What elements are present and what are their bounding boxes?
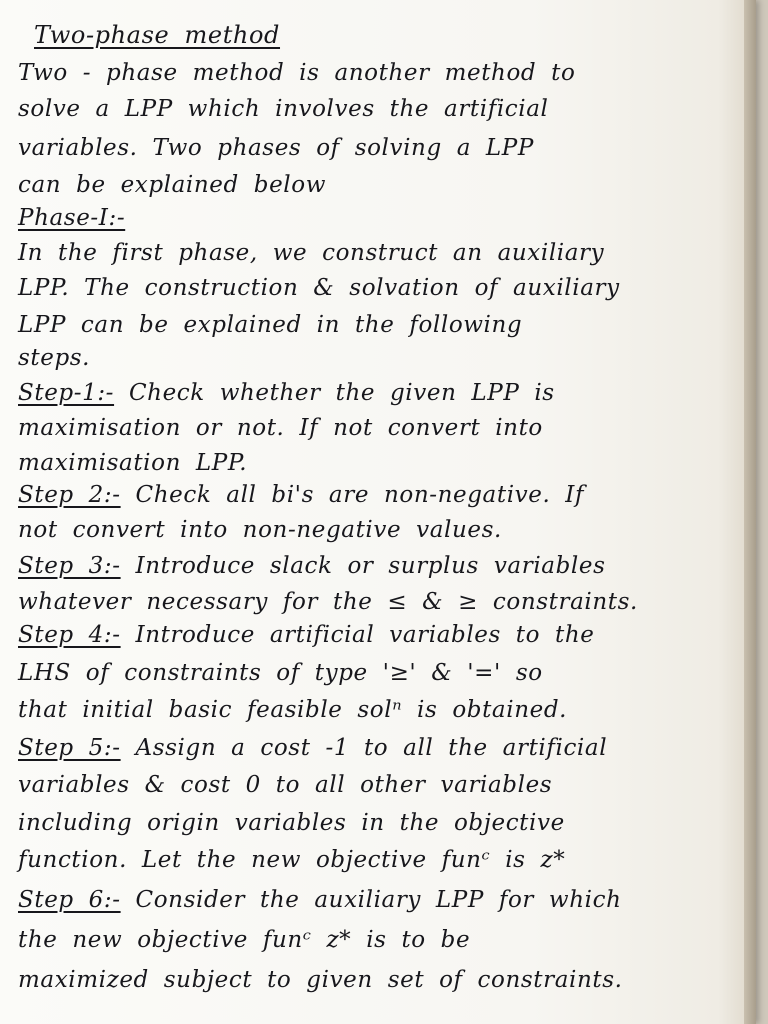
step-heading: Step 6:- bbox=[18, 887, 121, 913]
step-heading: Phase-I:- bbox=[18, 205, 126, 231]
note-line bbox=[18, 133, 734, 163]
line-text: variables. Two phases of solving a LPP bbox=[18, 135, 534, 161]
note-line bbox=[18, 273, 734, 303]
step-heading: Step 2:- bbox=[18, 482, 121, 508]
step-heading: Step 3:- bbox=[18, 553, 121, 579]
note-line bbox=[18, 587, 734, 617]
line-text: In the first phase, we construct an auxiliary bbox=[18, 240, 605, 266]
line-text: LPP can be explained in the following bbox=[18, 312, 523, 338]
line-text: Consider the auxiliary LPP for which bbox=[120, 887, 622, 913]
note-line bbox=[18, 94, 734, 124]
line-text: Introduce slack or surplus variables bbox=[120, 553, 606, 579]
line-text: whatever necessary for the ≤ & ≥ constraints. bbox=[18, 589, 638, 615]
line-text: Two - phase method is another method to bbox=[18, 60, 576, 86]
line-text: variables & cost 0 to all other variables bbox=[18, 772, 553, 798]
note-line bbox=[18, 58, 734, 88]
line-text: Check all bi's are non-negative. If bbox=[120, 482, 585, 508]
note-line bbox=[18, 343, 734, 373]
note-line bbox=[18, 413, 734, 443]
line-text: maximisation LPP. bbox=[18, 450, 248, 476]
note-line bbox=[18, 808, 734, 838]
line-text: Check whether the given LPP is bbox=[114, 380, 555, 406]
note-line bbox=[18, 885, 734, 915]
note-line bbox=[18, 310, 734, 340]
note-line bbox=[18, 965, 734, 995]
note-line bbox=[18, 448, 734, 478]
note-line bbox=[18, 620, 734, 650]
page-title: Two-phase method bbox=[34, 21, 281, 49]
note-line bbox=[18, 480, 734, 510]
note-line bbox=[18, 770, 734, 800]
note-line bbox=[18, 845, 734, 875]
line-text: LPP. The construction & solvation of auxiliary bbox=[18, 275, 620, 301]
note-line bbox=[18, 551, 734, 581]
line-text: maximisation or not. If not convert into bbox=[18, 415, 543, 441]
line-text: the new objective funᶜ z* is to be bbox=[18, 927, 471, 953]
note-line bbox=[18, 733, 734, 763]
page-edge bbox=[744, 0, 756, 1024]
note-line bbox=[18, 695, 734, 725]
note-line bbox=[18, 378, 734, 408]
note-line bbox=[18, 203, 734, 233]
line-text: that initial basic feasible solⁿ is obtained. bbox=[18, 697, 568, 723]
note-line bbox=[18, 925, 734, 955]
note-line bbox=[18, 515, 734, 545]
line-text: maximized subject to given set of constraints. bbox=[18, 967, 623, 993]
line-text: can be explained below bbox=[18, 172, 326, 198]
line-text: solve a LPP which involves the artificial bbox=[18, 96, 549, 122]
step-heading: Step-1:- bbox=[18, 380, 115, 406]
line-text: steps. bbox=[18, 345, 91, 371]
line-text: not convert into non-negative values. bbox=[18, 517, 502, 543]
note-line bbox=[18, 658, 734, 688]
line-text: Assign a cost -1 to all the artificial bbox=[120, 735, 608, 761]
note-line bbox=[18, 170, 734, 200]
note-line bbox=[18, 238, 734, 268]
step-heading: Step 5:- bbox=[18, 735, 121, 761]
step-heading: Step 4:- bbox=[18, 622, 121, 648]
line-text: including origin variables in the objective bbox=[18, 810, 565, 836]
line-text: LHS of constraints of type '≥' & '=' so bbox=[18, 660, 543, 686]
line-text: function. Let the new objective funᶜ is z* bbox=[18, 847, 566, 873]
line-text: Introduce artificial variables to the bbox=[120, 622, 595, 648]
